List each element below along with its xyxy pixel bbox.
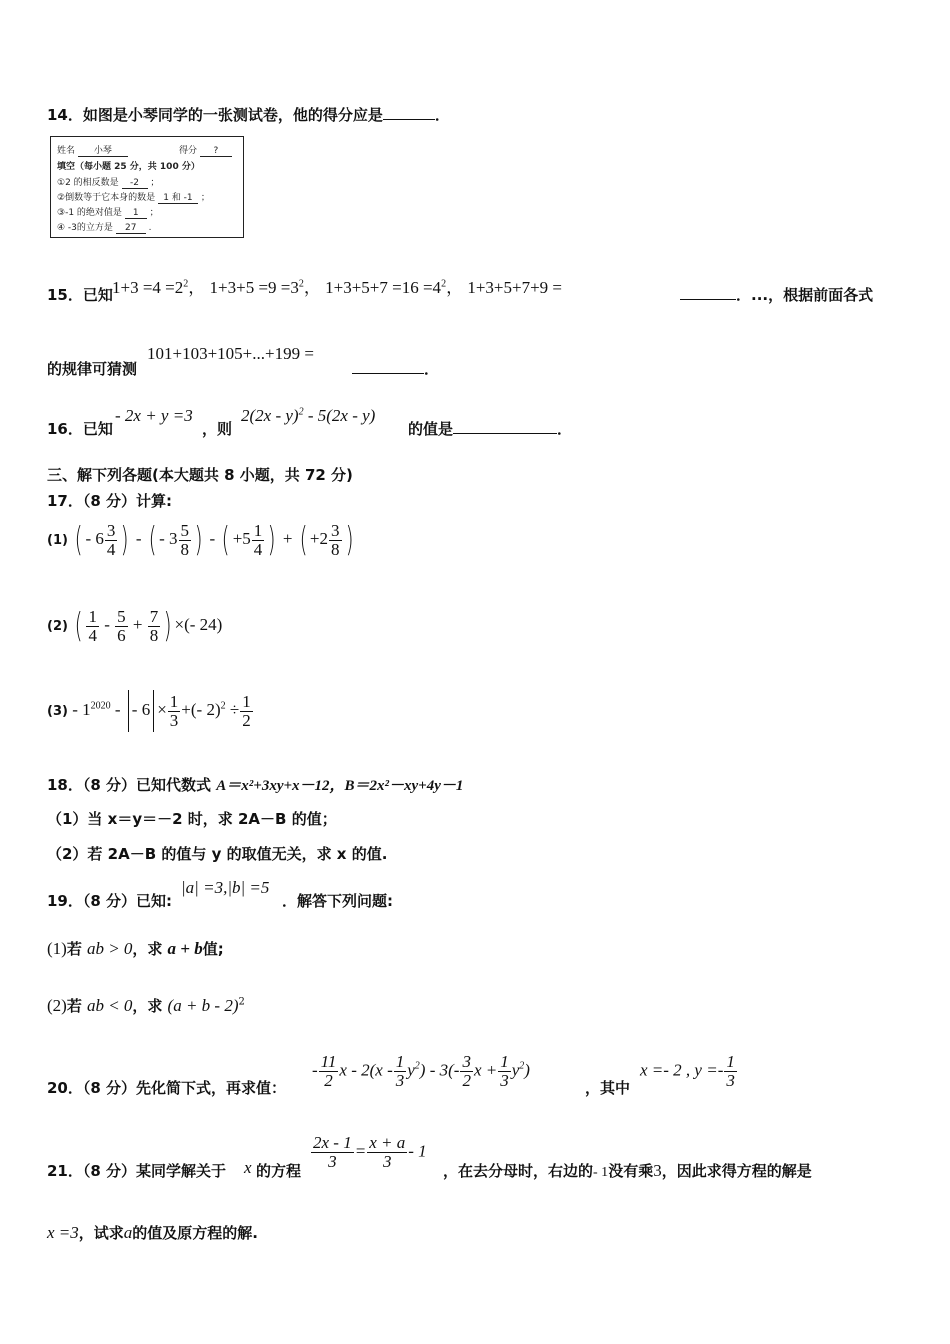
card-score-value: ? bbox=[200, 146, 232, 157]
p1-a-num: 3 bbox=[106, 520, 116, 540]
q20-expr bbox=[312, 1053, 530, 1090]
q17-title: 17．（8 分）计算: bbox=[47, 492, 173, 510]
q20-p3: ) - 3(- bbox=[419, 1060, 460, 1080]
q19-p1-expr: a + b bbox=[167, 939, 203, 958]
p1-op1: - bbox=[135, 528, 142, 548]
p2-f3-num: 7 bbox=[149, 606, 159, 626]
q20-k-num: 1 bbox=[500, 1052, 509, 1071]
q18-part2: （2）若 2A－B 的值与 y 的取值无关，求 x 的值. bbox=[47, 845, 388, 863]
card-name-value: 小琴 bbox=[78, 143, 128, 157]
q20-mid: ，其中 bbox=[585, 1079, 631, 1097]
p1-b-den: 8 bbox=[180, 539, 189, 559]
q21-line2a: x =3 bbox=[47, 1223, 79, 1242]
q19-p2-expr: (a + b - 2) bbox=[167, 996, 239, 1015]
card-item-end: ； bbox=[149, 208, 159, 218]
q19-p1-cond: ab > 0 bbox=[86, 939, 133, 958]
q20-p4: x + bbox=[473, 1060, 498, 1080]
q16-exp: 2 bbox=[298, 406, 304, 418]
q15-sum: 101+103+105+...+199 = bbox=[147, 344, 314, 363]
q15-eq4: 1+3+5+7+9 = bbox=[467, 278, 562, 297]
p3-abs: - 6 bbox=[131, 699, 151, 719]
card-item-text: ②倒数等于它本身的数是 bbox=[57, 193, 156, 203]
q21-rest bbox=[443, 1160, 812, 1181]
q20-h-num: 3 bbox=[462, 1052, 471, 1071]
q21-three: 3 bbox=[653, 1161, 662, 1180]
q20-g-num: 1 bbox=[395, 1052, 405, 1071]
q21-eqs: = bbox=[354, 1141, 367, 1161]
q15-equations bbox=[112, 273, 562, 298]
q19-p2-mid: ，求 bbox=[132, 997, 163, 1015]
q19-p1-label: (1) bbox=[47, 939, 67, 958]
q15-number: 15． bbox=[47, 286, 83, 304]
q20-val: x =- 2 , y =- bbox=[640, 1060, 724, 1080]
q19-part2 bbox=[47, 995, 245, 1016]
q21-text4: ，因此求得方程的解是 bbox=[661, 1162, 812, 1180]
q19-p2-cond: ab < 0 bbox=[86, 996, 133, 1015]
q21-r-num: x + a bbox=[369, 1133, 406, 1152]
p2-times: × bbox=[174, 614, 185, 634]
q19-p1-end: 值; bbox=[202, 940, 224, 958]
q16-blank bbox=[453, 419, 557, 434]
q14-number: 14． bbox=[47, 106, 83, 124]
q19-p2-pre: 若 bbox=[66, 997, 82, 1015]
p3-pow: (- 2) bbox=[190, 699, 221, 719]
q15-eq2: 1+3+5 =9 =3 bbox=[209, 278, 299, 297]
q17-part1: (1) ( - 6 $\frac{3}{4}$ ) - ( - 3 $\frac{5}{8}$ ) - ( +5 $\frac{1}{4}$ ) + ( +2 $\frac{3}{8}$ ) bbox=[47, 520, 354, 560]
p2-f2-num: 5 bbox=[117, 606, 126, 626]
q21-line2c: 的值及原方程的解. bbox=[132, 1224, 258, 1242]
q20-p1: x - 2(x - bbox=[339, 1060, 393, 1080]
q16-end: ． bbox=[557, 420, 573, 438]
p1-a-whole: - 6 bbox=[85, 528, 104, 548]
q15-dots: ．...，根据前面各式 bbox=[736, 286, 874, 304]
q15-exp: 2 bbox=[441, 278, 447, 290]
p1-op2: - bbox=[209, 528, 216, 548]
q16-cond: - 2x + y =3 bbox=[115, 406, 193, 425]
p3-exp1: 2020 bbox=[90, 700, 111, 712]
q18-title bbox=[47, 774, 463, 795]
q15-sep: ， bbox=[446, 278, 464, 297]
q17-p2-label: (2) bbox=[47, 618, 68, 634]
card-score-label: 得分 bbox=[179, 146, 198, 156]
q21-eq-label: 的方程 bbox=[256, 1162, 302, 1180]
q20-p6: ) bbox=[524, 1060, 530, 1080]
q20-g-den: 3 bbox=[395, 1070, 405, 1090]
card-item-end: ； bbox=[200, 193, 210, 203]
p3-div: ÷ bbox=[229, 699, 240, 719]
q19-p2-label: (2) bbox=[47, 996, 67, 1015]
q20-v-num: 1 bbox=[726, 1052, 735, 1071]
q21-title: 21．（8 分）某同学解关于 bbox=[47, 1162, 227, 1180]
p1-b-num: 5 bbox=[180, 520, 189, 540]
q18-part1: （1）当 x＝y＝－2 时，求 2A－B 的值； bbox=[47, 810, 337, 828]
q20-v-den: 3 bbox=[726, 1070, 735, 1090]
q17-p1-label: (1) bbox=[47, 532, 68, 548]
q21-rtail: - 1 bbox=[408, 1141, 427, 1161]
q17-part2: (2) ( $\frac{1}{4}$ - $\frac{5}{6}$ + $\frac{7}{8}$ ) ×(- 24) bbox=[47, 606, 223, 646]
q15-line2: 的规律可猜测 bbox=[47, 360, 138, 378]
q16-tail-text: 的值是 bbox=[408, 420, 454, 438]
q21-l-num: 2x - 1 bbox=[313, 1133, 352, 1152]
q15-eq3: 1+3+5+7 =16 =4 bbox=[325, 278, 442, 297]
q15-lead: 已知 bbox=[82, 286, 113, 304]
card-item-answer: 1 bbox=[125, 208, 147, 219]
q20-p2: y bbox=[407, 1060, 415, 1080]
card-header: 填空（每小题 25 分，共 100 分） bbox=[57, 162, 200, 172]
q20-p5: y bbox=[511, 1060, 520, 1080]
p3-plus: + bbox=[181, 699, 191, 719]
q20-exp: 2 bbox=[519, 1060, 525, 1072]
q21-l-den: 3 bbox=[328, 1151, 337, 1171]
q19-p1-pre: 若 bbox=[66, 940, 82, 958]
p2-op2: + bbox=[132, 614, 143, 634]
q19-cond: |a| =3,|b| =5 bbox=[181, 878, 270, 897]
p1-c-den: 4 bbox=[253, 539, 263, 559]
q21-neg1: - 1 bbox=[593, 1165, 609, 1180]
section-heading: 三、解下列各题(本大题共 8 小题，共 72 分) bbox=[47, 466, 353, 484]
p1-a-den: 4 bbox=[106, 539, 116, 559]
p1-op3: + bbox=[282, 528, 293, 548]
q20-values bbox=[640, 1053, 738, 1090]
q16-lead bbox=[47, 418, 113, 439]
q15-blank2 bbox=[352, 359, 424, 374]
q20-f-num: 11 bbox=[320, 1052, 337, 1071]
q14-tail: ． bbox=[434, 106, 450, 124]
p3-f-num: 1 bbox=[169, 691, 179, 711]
card-item-text: ③-1 的绝对值是 bbox=[57, 208, 122, 218]
q14-test-card bbox=[50, 136, 244, 238]
q15-end: ． bbox=[424, 360, 440, 378]
q14-text: 如图是小琴同学的一张测试卷，他的得分应是 bbox=[82, 106, 383, 124]
q17-part3 bbox=[47, 690, 254, 732]
p1-d-whole: +2 bbox=[309, 528, 329, 548]
q15-eq1: 1+3 =4 =2 bbox=[112, 278, 184, 297]
q20-k-den: 3 bbox=[500, 1070, 509, 1090]
q16-lead-text: 已知 bbox=[82, 420, 113, 438]
q15-sep: ， bbox=[303, 278, 321, 297]
p1-d-den: 8 bbox=[331, 539, 340, 559]
p2-op1: - bbox=[104, 614, 110, 634]
q21-line2 bbox=[47, 1222, 258, 1243]
q21-text2: ，在去分母时，右边的 bbox=[443, 1162, 594, 1180]
p1-d-num: 3 bbox=[331, 520, 340, 540]
q18-expressions: A＝x²+3xy+x－12，B＝2x²－xy+4y－1 bbox=[216, 778, 464, 794]
q21-var: x bbox=[244, 1158, 252, 1177]
q19-title: 19．（8 分）已知: bbox=[47, 892, 173, 910]
q15-blank2-wrap bbox=[352, 358, 439, 379]
q19-part1 bbox=[47, 938, 224, 959]
p1-c-num: 1 bbox=[253, 520, 263, 540]
card-name-label: 姓名 bbox=[57, 146, 76, 156]
q15-exp: 2 bbox=[298, 278, 304, 290]
card-item-end: ； bbox=[150, 178, 160, 188]
q20-title: 20．（8 分）先化简下式，再求值： bbox=[47, 1079, 287, 1097]
p2-f2-den: 6 bbox=[117, 625, 126, 645]
p1-b-whole: - 3 bbox=[159, 528, 178, 548]
p3-exp2: 2 bbox=[220, 700, 226, 712]
q15-blank bbox=[680, 285, 736, 300]
q20-f-den: 2 bbox=[324, 1070, 333, 1090]
card-item-answer: 27 bbox=[116, 223, 146, 234]
p2-f1-num: 1 bbox=[88, 606, 97, 626]
q21-equation bbox=[310, 1134, 427, 1171]
q16-expr-b: - 5(2x - y) bbox=[303, 406, 376, 425]
p3-lead: - 1 bbox=[72, 699, 91, 719]
q15-exp: 2 bbox=[183, 278, 189, 290]
q21-r-den: 3 bbox=[382, 1151, 392, 1171]
p3-minus: - bbox=[114, 699, 121, 719]
card-item-end: . bbox=[148, 223, 152, 233]
q15-number-lead bbox=[47, 284, 113, 305]
q21-a: a bbox=[123, 1223, 133, 1242]
q16-tail bbox=[408, 418, 572, 439]
q16-expr-a: 2(2x - y) bbox=[241, 406, 299, 425]
q20-neg: - bbox=[312, 1060, 318, 1080]
p3-f-den: 3 bbox=[169, 710, 179, 730]
q14-line bbox=[47, 104, 450, 125]
q21-line2b: ，试求 bbox=[78, 1224, 124, 1242]
p1-c-whole: +5 bbox=[232, 528, 251, 548]
q20-h-den: 2 bbox=[462, 1070, 471, 1090]
card-item-text: ①2 的相反数是 bbox=[57, 178, 119, 188]
q18-title-text: 18．（8 分）已知代数式 bbox=[47, 776, 217, 794]
card-item-text: ④ -3的立方是 bbox=[57, 223, 113, 233]
p2-f3-den: 8 bbox=[149, 625, 159, 645]
q21-text3: 没有乘 bbox=[608, 1162, 654, 1180]
q16-number: 16． bbox=[47, 420, 83, 438]
q15-tail bbox=[680, 284, 873, 305]
p3-times: × bbox=[157, 699, 167, 719]
q20-exp: 2 bbox=[414, 1060, 420, 1072]
q19-p1-mid: ，求 bbox=[132, 940, 163, 958]
q19-p2-exp: 2 bbox=[238, 996, 245, 1008]
p2-f1-den: 4 bbox=[88, 625, 97, 645]
q17-p3-label: (3) bbox=[47, 703, 68, 719]
q16-expr bbox=[241, 406, 375, 426]
q16-mid: ，则 bbox=[202, 420, 233, 438]
p2-mult: (- 24) bbox=[184, 614, 223, 634]
q14-blank bbox=[383, 105, 435, 120]
card-item-answer: 1 和 -1 bbox=[158, 190, 198, 204]
p3-g-den: 2 bbox=[242, 710, 251, 730]
card-item-answer: -2 bbox=[122, 178, 148, 189]
p3-g-num: 1 bbox=[242, 691, 251, 711]
q15-sep: ， bbox=[188, 278, 206, 297]
q19-tail: ．解答下列问题: bbox=[282, 892, 393, 910]
